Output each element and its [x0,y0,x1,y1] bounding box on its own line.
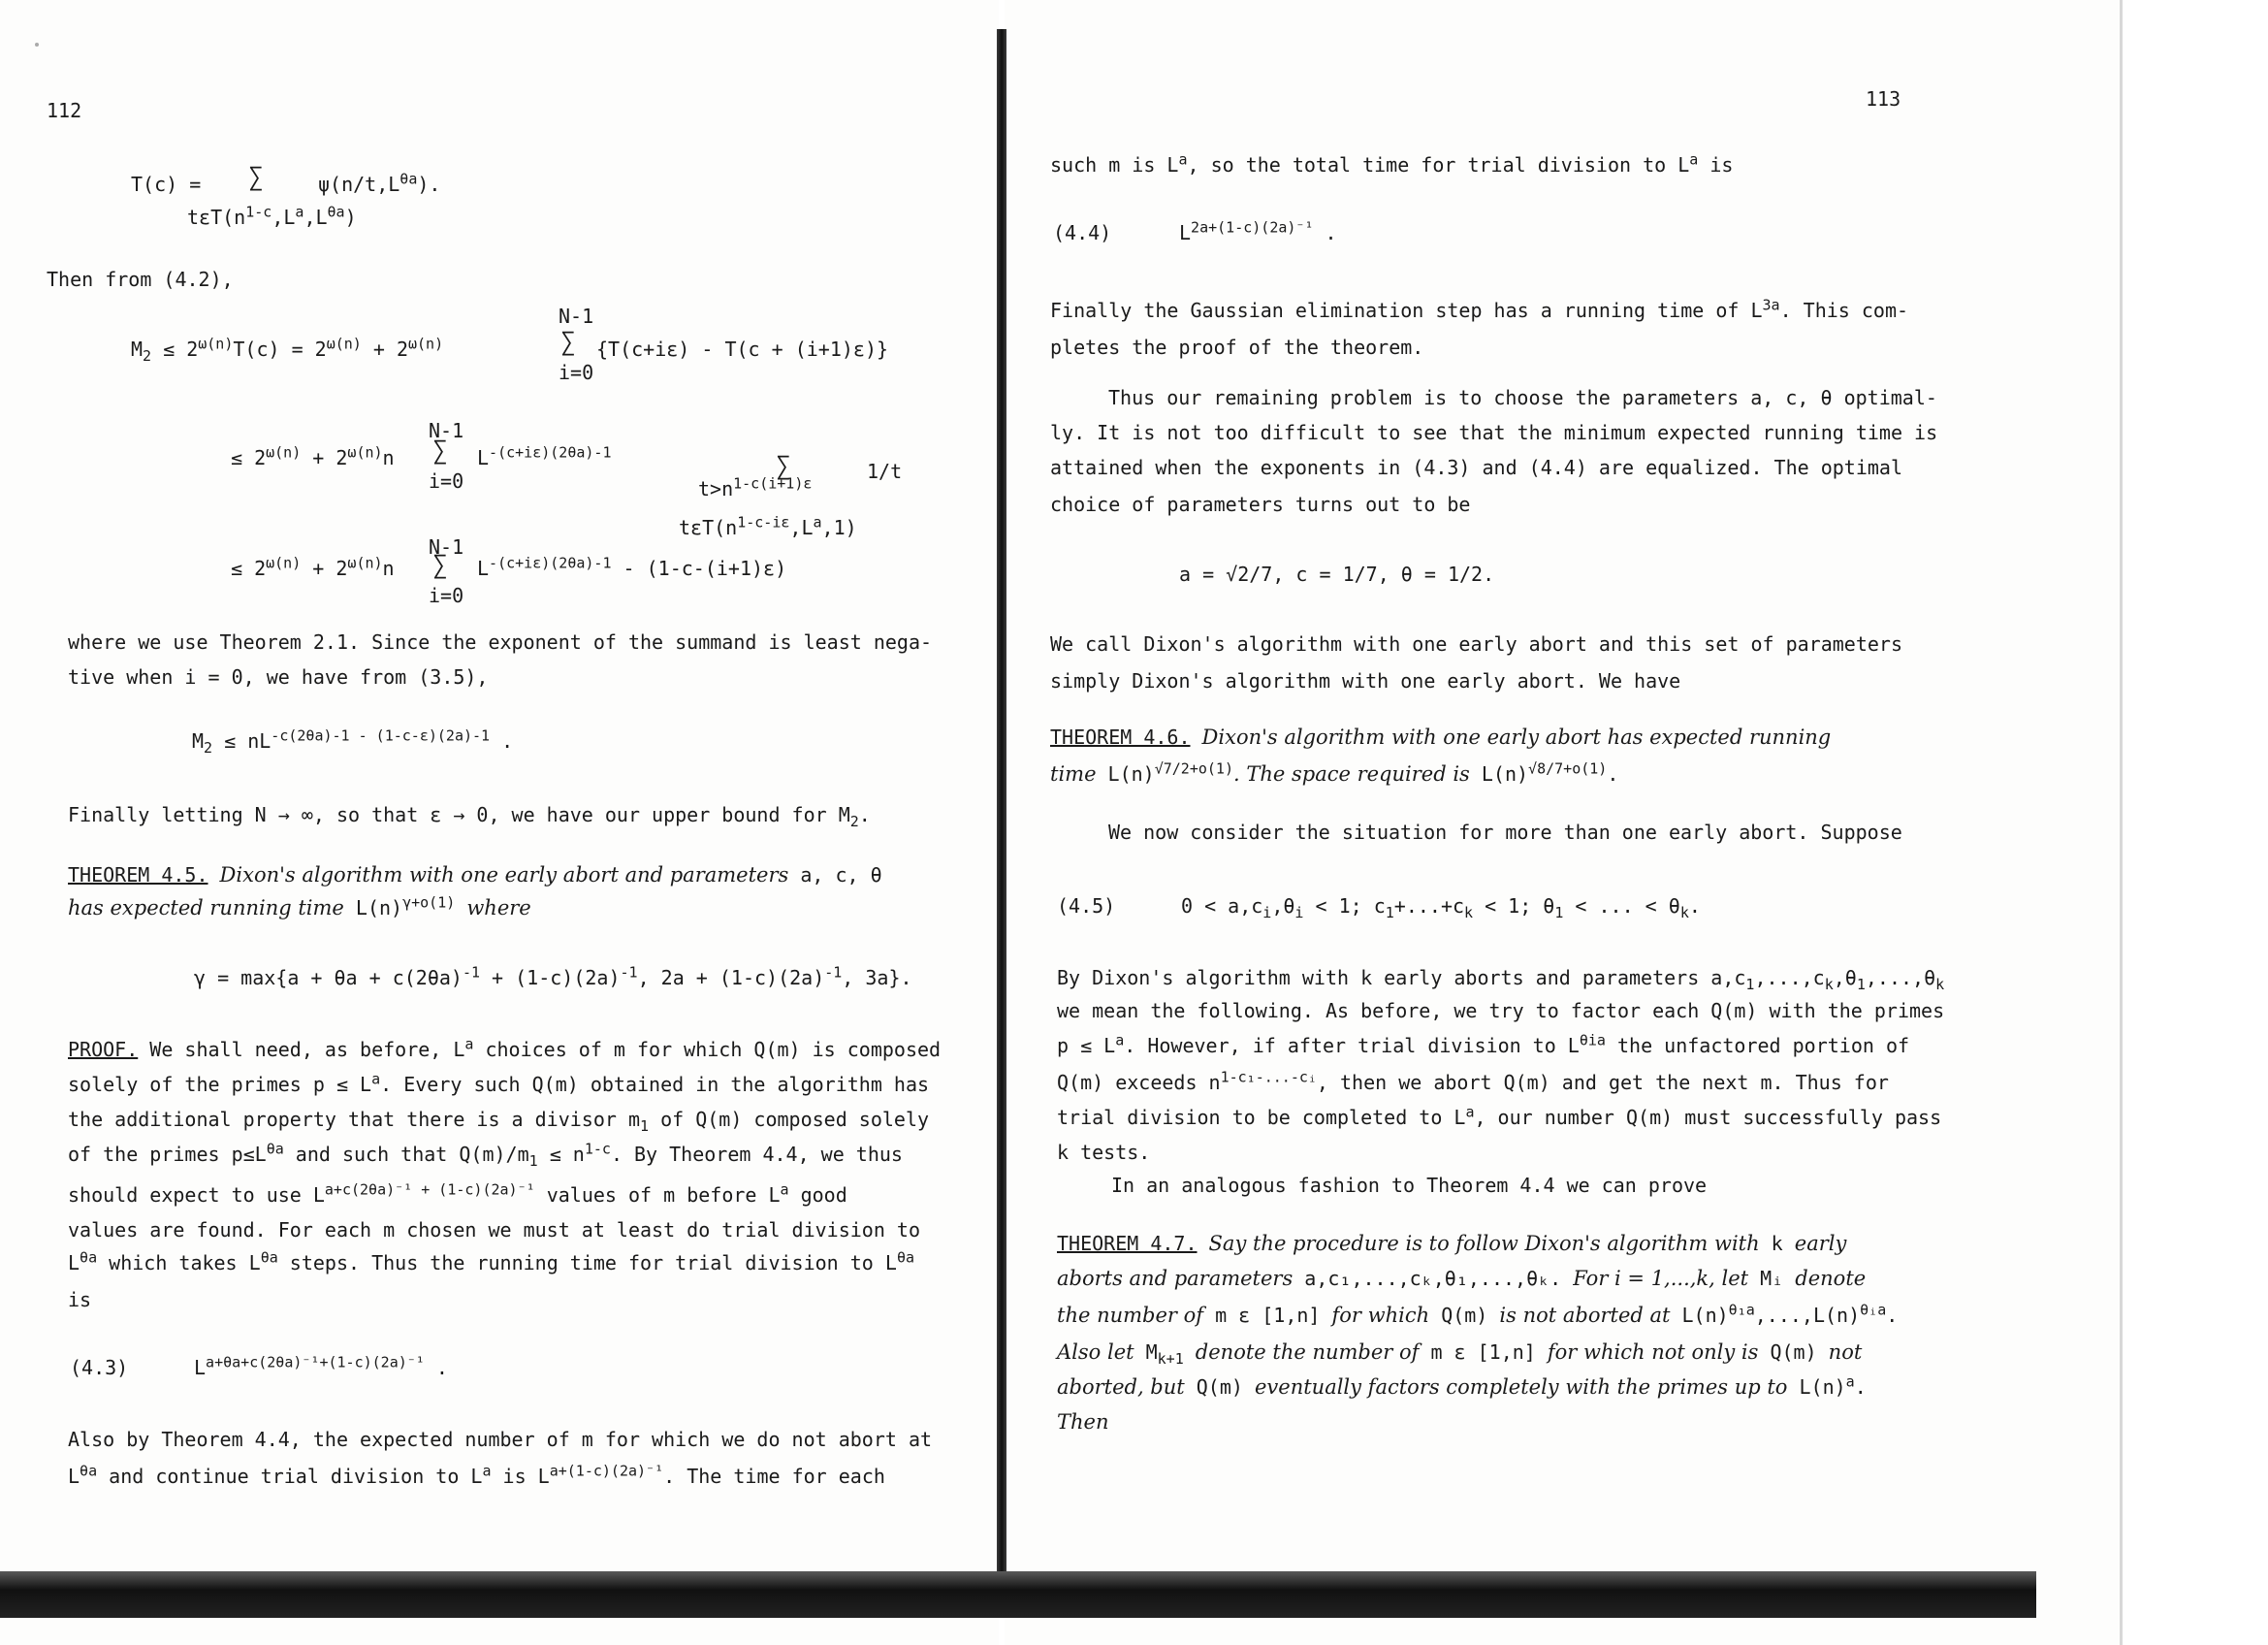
thus-line4: choice of parameters turns out to be [1050,493,1471,516]
theorem-4-7-line3: the number of m ε [1,n] for which Q(m) is not aborted at $L(n)^{\theta_1a},...,L(n)^{\theta ᵢa}$. [1057,1301,1899,1327]
eq-m2b-lower: i=0 [429,469,464,493]
theorem-4-6-label: THEOREM 4.6. [1050,726,1191,749]
eq-m2b-sum: ∑ [432,436,448,466]
by-line1: By Dixon's algorithm with k early aborts and parameters $a,c_1,...,c_k,\theta_1,...,\theta_k$ [1057,966,1945,993]
theorem-4-7-line6: Then [1057,1410,1109,1434]
eq-m2c-term: $L^{-(c+i\varepsilon)(2\theta a)-1} - (1-c-(i+1)\varepsilon)$ [477,554,787,580]
right-line1: such m is $L^a$, so the total time for trial division to $L^a$ is [1050,150,1734,177]
now-line: We now consider the situation for more than one early abort. Suppose [1108,821,1902,844]
eq-m2c-lower: i=0 [429,584,464,607]
thus-line1: Thus our remaining problem is to choose the parameters a, c, θ optimal- [1108,386,1937,409]
proof-line2: solely of the primes $p \le L^a$. Every such Q(m) obtained in the algorithm has [68,1070,930,1096]
theorem-4-7-label: THEOREM 4.7. [1057,1232,1198,1255]
scan-shadow-bottom [0,1571,2036,1618]
proof-line1: PROOF. We shall need, as before, $L^a$ choices of m for which Q(m) is composed [68,1035,942,1061]
thus-line2: ly. It is not too difficult to see that the minimum expected running time is [1050,421,1938,444]
theorem-4-6-line1: THEOREM 4.6. Dixon's algorithm with one early abort has expected running [1050,726,1832,749]
by-line5: trial division to be completed to $L^a$, our number Q(m) must successfully pass [1057,1103,1942,1129]
theorem-4-5-line2: has expected running time $L(n)^{\gamma+o(1)}$ where [68,893,531,919]
eq-m2c-main: ≤ $2^{\omega(n)} + 2^{\omega(n)}n$ [231,554,395,580]
by-line3: $p \le L^a$. However, if after trial division to $L^{\theta ia}$ the unfactored portion of [1057,1031,1910,1057]
finally-line2: pletes the proof of the theorem. [1050,336,1424,359]
analogous-line: In an analogous fashion to Theorem 4.4 we can prove [1111,1174,1708,1197]
eq-tc-range: $t\varepsilon T(n^{1-c},L^a,L^{\theta a})$ [187,203,357,229]
eq-m2b-term: $L^{-(c+i\varepsilon)(2\theta a)-1}$ [477,443,612,469]
eq-4-3-label: (4.3) [70,1356,129,1379]
also-line1: Also by Theorem 4.4, the expected number of m for which we do not abort at [68,1428,933,1451]
eq-tc-body: $\psi(n/t,L^{\theta a})$. [318,170,441,196]
eq-m2b-inner-body: 1/t [867,460,903,483]
by-line6: k tests. [1057,1141,1151,1164]
eq-m2c-upper: N-1 [429,535,464,559]
equation-m2-d: $M_2 \le nL^{-c(2\theta a)-1 - (1-c-\varepsilon)(2a)-1}$ . [192,726,514,757]
eq-4-4-label: (4.4) [1053,221,1112,244]
theorem-4-7-line5: aborted, but Q(m) eventually factors completely with the primes up to $L(n)^a$. [1057,1372,1867,1399]
gamma-equation: $\gamma = \max\{a + \theta a + c(2\theta a)^{-1} + (1-c)(2a)^{-1}$, $2a + (1-c)(2a)^{-1}$, 3a}. [194,963,912,989]
eq-m2a-sum: ∑ [560,328,576,357]
page-number-left: 112 [47,99,82,122]
book-gutter [997,29,1006,1581]
proof-line4: of the primes $p\le L^{\theta a}$ and such that $Q(m)/m_1 \le n^{1-c}$. By Theorem 4.4, we thus [68,1140,903,1170]
eq-4-4-body: $L^{2a+(1-c)(2a)^{-1}}$ . [1179,218,1337,244]
eq-m2b-inner-lower-2: $t\varepsilon T(n^{1-c-i\varepsilon},L^a,1)$ [679,513,857,539]
eq-m2b-upper: N-1 [429,419,464,442]
proof-line7: $L^{\theta a}$ which takes $L^{\theta a}$ steps. Thus the running time for trial division to $L^{\theta a}$ [68,1248,914,1274]
page-number-right: 113 [1866,87,1901,111]
eq-m2a-lower: i=0 [559,361,594,384]
proof-label: PROOF. [68,1038,139,1061]
proof-line6: values are found. For each m chosen we must at least do trial division to [68,1218,920,1242]
proof-line3: the additional property that there is a divisor $m_1$ of Q(m) composed solely [68,1108,930,1135]
optimal-parameters: a = √2/7, c = 1/7, θ = 1/2. [1179,563,1495,586]
theorem-4-6-line2: time $L(n)^{√7/2+o(1)}$. The space required is $L(n)^{√8/7+o(1)}$. [1050,759,1619,786]
by-line2: we mean the following. As before, we try to factor each Q(m) with the primes [1057,999,1945,1022]
eq-tc-lhs: T(c) = [131,173,202,196]
para1-line1: where we use Theorem 2.1. Since the exponent of the summand is least nega- [68,630,933,654]
call-line2: simply Dixon's algorithm with one early abort. We have [1050,669,1681,693]
eq-4-3-body: $L^{a+\theta a+c(2\theta a)^{-1}+(1-c)(2a)^{-1}}$ . [194,1353,448,1379]
proof-line8: is [68,1288,92,1311]
theorem-4-5-label: THEOREM 4.5. [68,863,208,887]
eq-tc-sum: ∑ [248,163,264,192]
eq-m2a-body: {T(c+iε) - T(c + (i+1)ε)} [596,338,889,361]
theorem-4-7-line2: aborts and parameters a,c₁,...,cₖ,θ₁,...,θₖ. For i = 1,...,k, let Mᵢ denote [1057,1267,1867,1290]
also-line2: $L^{\theta a}$ and continue trial division to $L^a$ is $L^{a+(1-c)(2a)^{-1}}$. The time for each [68,1462,885,1488]
then-from: Then from (4.2), [47,268,234,291]
eq-m2b-main: ≤ $2^{\omega(n)} + 2^{\omega(n)}n$ [231,443,395,469]
next-page-edge [2120,0,2268,1645]
theorem-4-7-line1: THEOREM 4.7. Say the procedure is to follow Dixon's algorithm with k early [1057,1232,1847,1255]
eq-m2c-sum: ∑ [432,551,448,580]
eq-m2a-lhs: $M_2 \le 2^{\omega(n)}T(c) = 2^{\omega(n)} + 2^{\omega(n)}$ [131,335,444,365]
eq-4-5-label: (4.5) [1057,894,1116,918]
theorem-4-5-line1: THEOREM 4.5. Dixon's algorithm with one early abort and parameters a, c, θ [68,863,882,887]
theorem-4-7-line4: Also let $M_{k+1}$ denote the number of m ε [1,n] for which not only is Q(m) not [1057,1340,1863,1368]
finally-line1: Finally the Gaussian elimination step has a running time of $L^{3a}$. This com- [1050,296,1909,322]
eq-m2b-inner-lower: $t>n^{1-c(i+1)\varepsilon}$ [698,474,813,500]
scan-speck [35,43,39,47]
eq-4-5-body: $0 < a,c_i,\theta_i < 1$; $c_1+...+c_k < 1$; $\theta_1$ < ... < $\theta_k$. [1181,894,1701,921]
call-line1: We call Dixon's algorithm with one early abort and this set of parameters [1050,632,1902,656]
para2: Finally letting N → ∞, so that ε → 0, we have our upper bound for $M_2$. [68,803,871,830]
para1-line2: tive when i = 0, we have from (3.5), [68,665,489,689]
eq-m2a-upper: N-1 [559,305,594,328]
proof-line5: should expect to use $L^{a+c(2\theta a)^{-1} + (1-c)(2a)^{-1}}$ values of m before $L^a$ good [68,1180,847,1207]
thus-line3: attained when the exponents in (4.3) and (4.4) are equalized. The optimal [1050,456,1902,479]
by-line4: Q(m) exceeds $n^{1-c_1-...-cᵢ}$, then we abort Q(m) and get the next m. Thus for [1057,1068,1889,1094]
eq-m2b-inner-sum: ∑ [776,452,791,481]
